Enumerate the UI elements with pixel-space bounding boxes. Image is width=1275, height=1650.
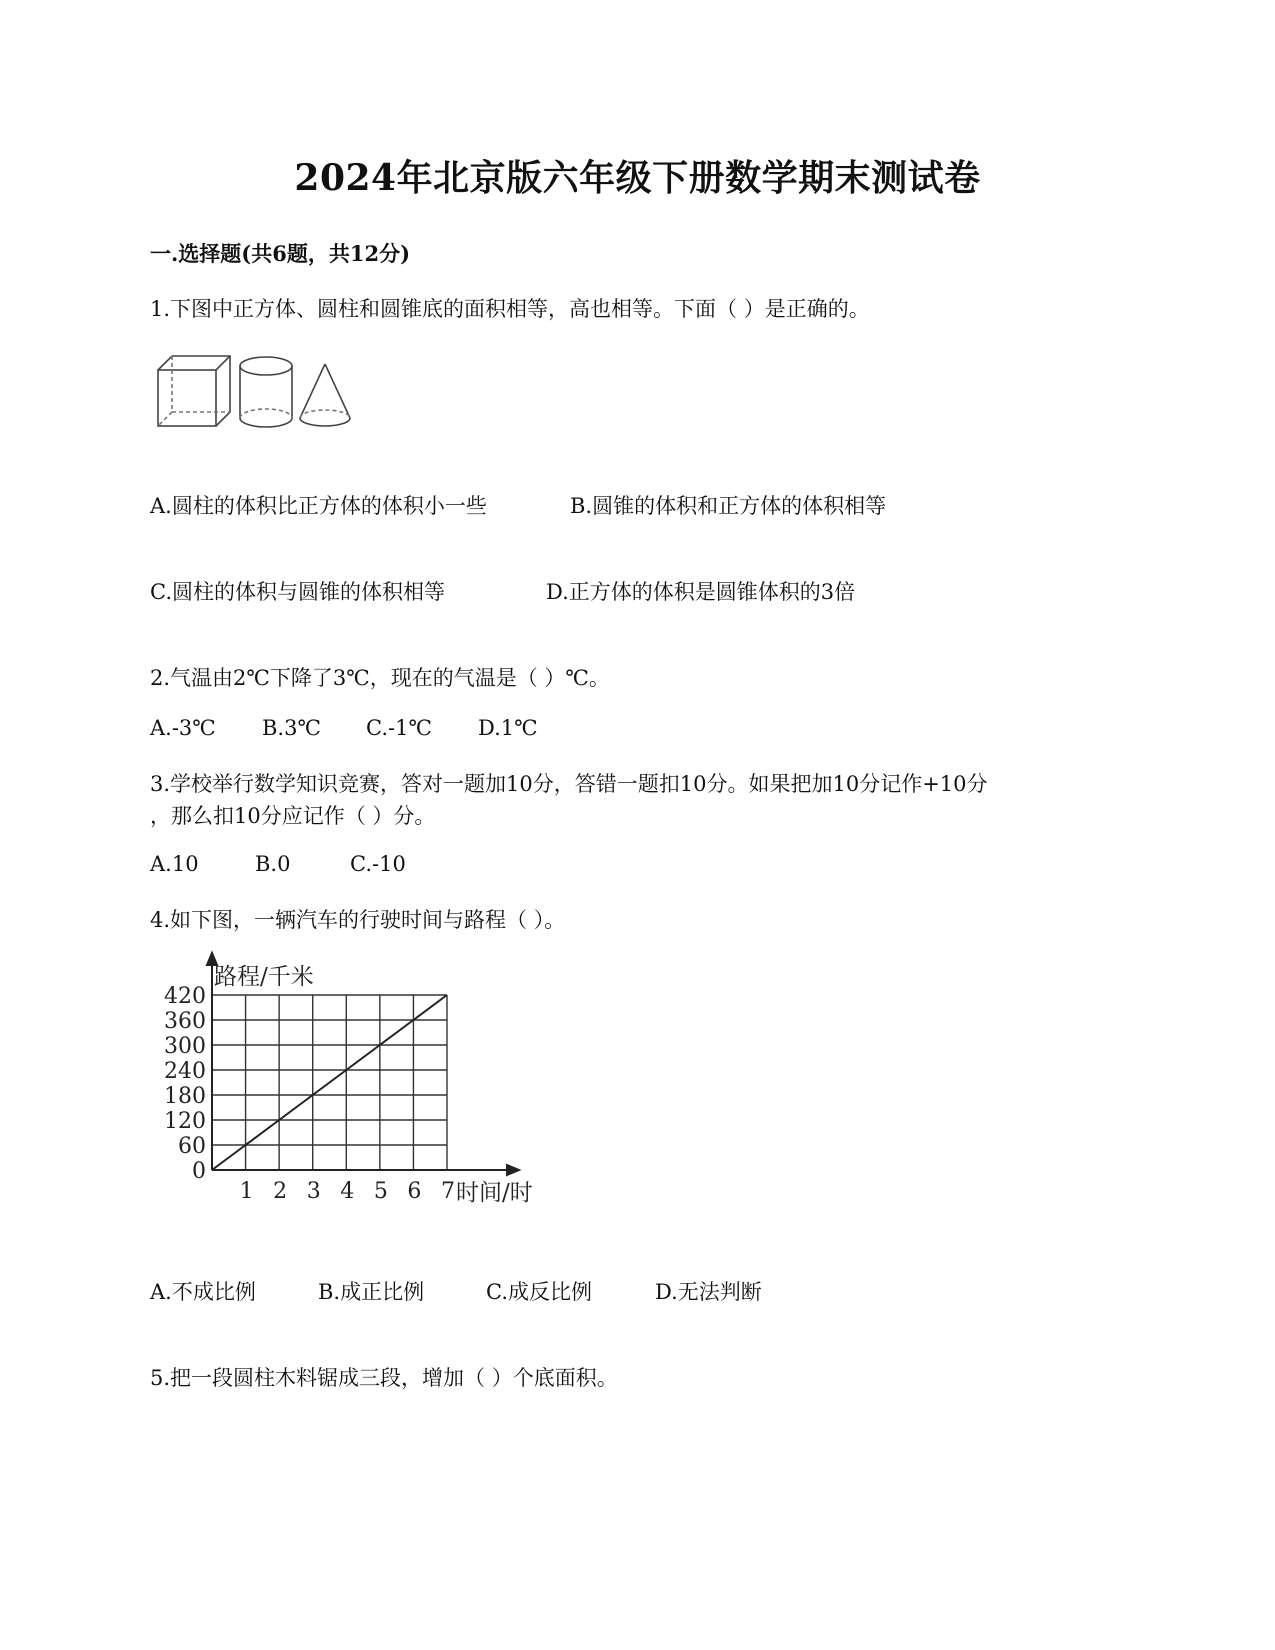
x-tick-label: 5 xyxy=(373,1179,388,1204)
question-1-stem: 1.下图中正方体、圆柱和圆锥底的面积相等，高也相等。下面（ ）是正确的。 xyxy=(150,297,870,321)
y-tick-label: 60 xyxy=(178,1134,206,1159)
q1-option-b: B.圆锥的体积和正方体的体积相等 xyxy=(570,494,887,518)
x-tick-label: 7 xyxy=(441,1179,455,1204)
question-2-stem: 2.气温由2℃下降了3℃，现在的气温是（ ）℃。 xyxy=(150,666,610,690)
question-4-stem: 4.如下图，一辆汽车的行驶时间与路程（ ）。 xyxy=(150,908,566,932)
q4-option-d: D.无法判断 xyxy=(655,1280,762,1304)
q4-option-a: A.不成比例 xyxy=(150,1280,256,1304)
section-heading: 一.选择题(共6题，共12分) xyxy=(150,241,411,266)
q2-option-a: A.-3℃ xyxy=(150,716,216,740)
q3-option-b: B.0 xyxy=(255,852,291,876)
q3-option-c: C.-10 xyxy=(350,852,406,876)
chart-x-axis-label: 时间/时 xyxy=(456,1180,533,1206)
x-tick-label: 1 xyxy=(239,1179,254,1204)
x-tick-label: 4 xyxy=(340,1179,355,1204)
question-5-stem: 5.把一段圆柱木料锯成三段，增加（ ）个底面积。 xyxy=(150,1366,618,1390)
x-tick-label: 3 xyxy=(306,1179,321,1204)
q1-option-d: D.正方体的体积是圆锥体积的3倍 xyxy=(546,580,856,604)
q2-option-d: D.1℃ xyxy=(478,716,538,740)
q3-option-a: A.10 xyxy=(150,852,199,876)
q1-option-c: C.圆柱的体积与圆锥的体积相等 xyxy=(150,580,445,604)
x-tick-label: 2 xyxy=(273,1179,288,1204)
q2-option-b: B.3℃ xyxy=(262,716,321,740)
question-3-stem-line2: ，那么扣10分应记作（ ）分。 xyxy=(150,804,436,828)
y-tick-label: 300 xyxy=(164,1034,206,1059)
q2-option-c: C.-1℃ xyxy=(366,716,432,740)
q4-option-c: C.成反比例 xyxy=(486,1280,592,1304)
q4-option-b: B.成正比例 xyxy=(318,1280,425,1304)
chart-y-axis-label: 路程/千米 xyxy=(214,964,314,990)
y-tick-label: 120 xyxy=(164,1109,206,1134)
question-3-stem-line1: 3.学校举行数学知识竞赛，答对一题加10分，答错一题扣10分。如果把加10分记作+10分 xyxy=(150,772,988,796)
y-tick-label: 360 xyxy=(164,1009,206,1034)
cylinder-top xyxy=(240,357,292,375)
y-tick-label: 240 xyxy=(164,1059,206,1084)
solids-figure xyxy=(150,340,370,440)
y-tick-label: 420 xyxy=(164,984,206,1009)
q1-option-a: A.圆柱的体积比正方体的体积小一些 xyxy=(150,494,487,518)
chart-series xyxy=(212,995,447,1170)
distance-time-chart xyxy=(150,950,570,1230)
y-tick-label: 0 xyxy=(192,1159,206,1184)
y-tick-label: 180 xyxy=(164,1084,206,1109)
distance-line xyxy=(212,995,447,1170)
x-tick-label: 6 xyxy=(407,1179,422,1204)
x-axis-arrow xyxy=(507,1165,519,1175)
page-title: 2024年北京版六年级下册数学期末测试卷 xyxy=(294,157,981,199)
